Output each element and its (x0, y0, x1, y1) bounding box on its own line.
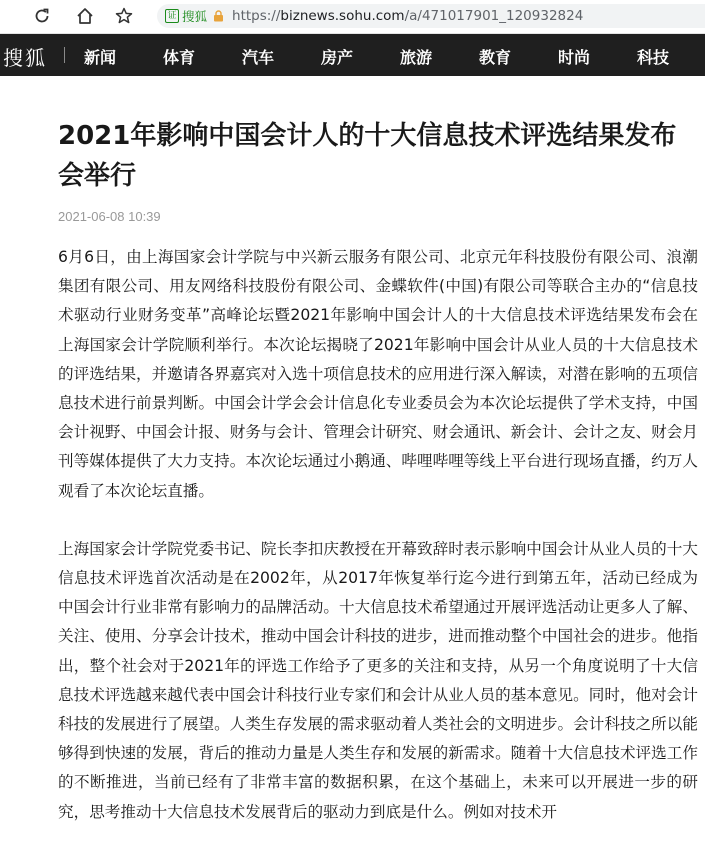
lock-icon (213, 10, 224, 22)
bookmark-star-icon[interactable] (112, 4, 136, 28)
article-title: 2021年影响中国会计人的十大信息技术评选结果发布会举行 (58, 121, 677, 191)
site-certificate[interactable] (165, 7, 207, 25)
address-bar[interactable] (157, 4, 705, 28)
nav-item-fashion[interactable]: 时尚 (558, 48, 591, 67)
article-date: 2021-06-08 10:39 (58, 209, 161, 224)
nav-item-house[interactable]: 房产 (321, 48, 354, 67)
nav-item-tech[interactable]: 科技 (637, 48, 670, 67)
nav-item-news[interactable]: 新闻 (84, 48, 117, 67)
nav-item-sports[interactable]: 体育 (163, 48, 196, 67)
site-nav (0, 34, 705, 76)
reload-icon[interactable] (30, 4, 54, 28)
nav-item-travel[interactable]: 旅游 (400, 48, 433, 67)
sohu-logo[interactable]: 搜狐 (3, 46, 47, 70)
url-text[interactable]: https://biznews.sohu.com/a/471017901_120932824 (232, 8, 584, 24)
nav-item-education[interactable]: 教育 (479, 48, 512, 67)
nav-item-auto[interactable]: 汽车 (242, 48, 275, 67)
article-paragraph: 6月6日，由上海国家会计学院与中兴新云服务有限公司、北京元年科技股份有限公司、浪潮集团有限公司、用友网络科技股份有限公司、金蝶软件(中国)有限公司等联合主办的“信息技术驱动行业财务变革”高峰论坛暨2021年影响中国会计人的十大信息技术评选结果发布会在上海国家会计学院顺利举行。本次论坛揭晓了2021年影响中国会计从业人员的十大信息技术的评选结果，并邀请各界嘉宾对入选十项信息技术的应用进行深入解读，对潜在影响的五项信息技术进行前景判断。中国会计学会会计信息化专业委员会为本次论坛提供了学术支持，中国会计视野、中国会计报、财务与会计、管理会计研究、财会通讯、新会计、会计之友、财会月刊等媒体提供了大力支持。本次论坛通过小鹅通、哔哩哔哩等线上平台进行现场直播，约万人观看了本次论坛直播。 (58, 248, 698, 500)
home-icon[interactable] (73, 4, 97, 28)
browser-toolbar (0, 0, 705, 34)
nav-divider (64, 47, 65, 63)
article-paragraph: 上海国家会计学院党委书记、院长李扣庆教授在开幕致辞时表示影响中国会计从业人员的十大信息技术评选首次活动是在2002年，从2017年恢复举行迄今进行到第五年，活动已经成为中国会计行业非常有影响力的品牌活动。十大信息技术希望通过开展评选活动让更多人了解、关注、使用、分享会计技术，推动中国会计科技的进步，进而推动整个中国社会的进步。他指出，整个社会对于2021年的评选工作给予了更多的关注和支持，从另一个角度说明了十大信息技术评选越来越代表中国会计科技行业专家们和会计从业人员的基本意见。同时，他对会计科技的发展进行了展望。人类生存发展的需求驱动着人类社会的文明进步。会计科技之所以能够得到快速的发展，背后的推动力量是人类生存和发展的新需求。随着十大信息技术评选工作的不断推进，当前已经有了非常丰富的数据积累，在这个基础上，未来可以开展进一步的研究，思考推动十大信息技术发展背后的驱动力到底是什么。例如对技术开 (58, 539, 698, 821)
article (58, 116, 698, 827)
certificate-icon: 证 (165, 9, 179, 23)
certificate-label: 搜狐 (182, 9, 208, 24)
